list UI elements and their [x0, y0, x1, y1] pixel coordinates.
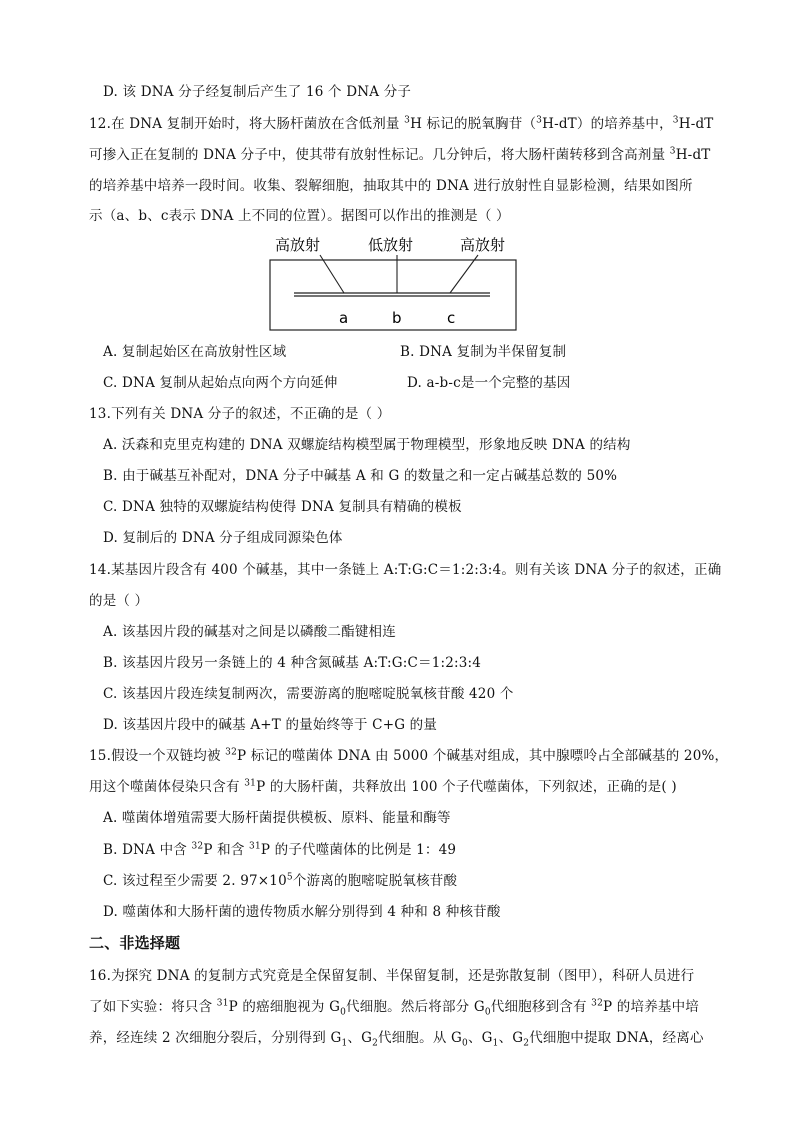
q16-stem-line3: 养，经连续 2 次细胞分裂后，分别得到 $G_1$、$G_2$代细胞。从 $G_0$、$G_1$、$G_2$代细胞中提取 DNA，经离心 — [89, 1030, 704, 1049]
position-c: c — [447, 309, 456, 327]
q15-stem-line1: 15.假设一个双链均被 $^{32}$P 标记的噬菌体 DNA 由 5000 个碱基对组成，其中腺嘌呤占全部碱基的 20%， — [89, 747, 729, 764]
q12-option-b: B. DNA 复制为半保留复制 — [400, 344, 567, 360]
label-low: 低放射 — [368, 236, 414, 254]
q13-stem: 13.下列有关 DNA 分子的叙述，不正确的是（ ） — [89, 406, 391, 422]
q14-stem-line2: 的是（ ） — [89, 593, 149, 609]
q16-stem-line1: 16.为探究 DNA 的复制方式究竟是全保留复制、半保留复制，还是弥散复制（图甲），科研人员进行 — [89, 968, 695, 984]
section-heading-non-choice: 二、非选择题 — [89, 934, 181, 952]
position-a: a — [339, 309, 349, 327]
position-b: b — [392, 309, 402, 327]
q13-option-a: A. 沃森和克里克构建的 DNA 双螺旋结构模型属于物理模型，形象地反映 DNA 的结构 — [103, 437, 631, 453]
q13-option-b: B. 由于碱基互补配对，DNA 分子中碱基 A 和 G 的数量之和一定占碱基总数的 50% — [103, 468, 618, 484]
q14-option-b: B. 该基因片段另一条链上的 4 种含氮碱基 A:T:G:C＝1:2:3:4 — [103, 655, 482, 671]
q12-stem-line1: 12.在 DNA 复制开始时，将大肠杆菌放在含低剂量 $^3$H 标记的脱氧胸苷（$^3$H-dT）的培养基中，$^3$H-dT — [89, 115, 714, 132]
q12-option-d: D. a-b-c是一个完整的基因 — [407, 375, 571, 391]
q12-stem-line2: 可掺入正在复制的 DNA 分子中，使其带有放射性标记。几分钟后，将大肠杆菌转移到含高剂量 $^3$H-dT — [89, 146, 711, 163]
q12-option-c: C. DNA 复制从起始点向两个方向延伸 — [103, 375, 338, 391]
q14-stem-line1: 14.某基因片段含有 400 个碱基，其中一条链上 A:T:G:C＝1:2:3:4。则有关该 DNA 分子的叙述，正确 — [89, 562, 722, 578]
q12-stem-line4: 示（a、b、c表示 DNA 上不同的位置）。据图可以作出的推测是（ ） — [89, 208, 510, 224]
q14-option-c: C. 该基因片段连续复制两次，需要游离的胞嘧啶脱氧核苷酸 420 个 — [103, 686, 514, 702]
q12-stem-line3: 的培养基中培养一段时间。收集、裂解细胞，抽取其中的 DNA 进行放射性自显影检测，结果如图所 — [89, 178, 693, 194]
q15-option-b: B. DNA 中含 $^{32}$P 和含 $^{31}$P 的子代噬菌体的比例是 1：49 — [103, 841, 457, 858]
pointer-a — [320, 255, 344, 293]
pointer-c — [450, 255, 478, 293]
q14-option-d: D. 该基因片段中的碱基 A+T 的量始终等于 C+G 的量 — [103, 717, 438, 733]
q13-option-c: C. DNA 独特的双螺旋结构使得 DNA 复制具有精确的模板 — [103, 499, 462, 515]
label-high-left: 高放射 — [275, 236, 321, 254]
q12-option-a: A. 复制起始区在高放射性区域 — [103, 344, 287, 360]
label-high-right: 高放射 — [460, 236, 506, 254]
dna-autoradiograph-figure — [268, 231, 518, 331]
q11-option-d: D. 该 DNA 分子经复制后产生了 16 个 DNA 分子 — [103, 84, 412, 100]
q16-stem-line2: 了如下实验：将只含 $^{31}$P 的癌细胞视为 $G_0$代细胞。然后将部分 $G_0$代细胞移到含有 $^{32}$P 的培养基中培 — [89, 998, 700, 1018]
q15-option-d: D. 噬菌体和大肠杆菌的遗传物质水解分别得到 4 种和 8 种核苷酸 — [103, 904, 501, 920]
q15-option-c: C. 该过程至少需要 2. $97\times 10^5$个游离的胞嘧啶脱氧核苷酸 — [103, 872, 458, 889]
q15-stem-line2: 用这个噬菌体侵染只含有 $^{31}$P 的大肠杆菌，共释放出 100 个子代噬菌体，下列叙述，正确的是( ) — [89, 778, 677, 795]
q15-option-a: A. 噬菌体增殖需要大肠杆菌提供模板、原料、能量和酶等 — [103, 810, 451, 826]
q14-option-a: A. 该基因片段的碱基对之间是以磷酸二酯键相连 — [103, 624, 396, 640]
q13-option-d: D. 复制后的 DNA 分子组成同源染色体 — [103, 530, 343, 546]
